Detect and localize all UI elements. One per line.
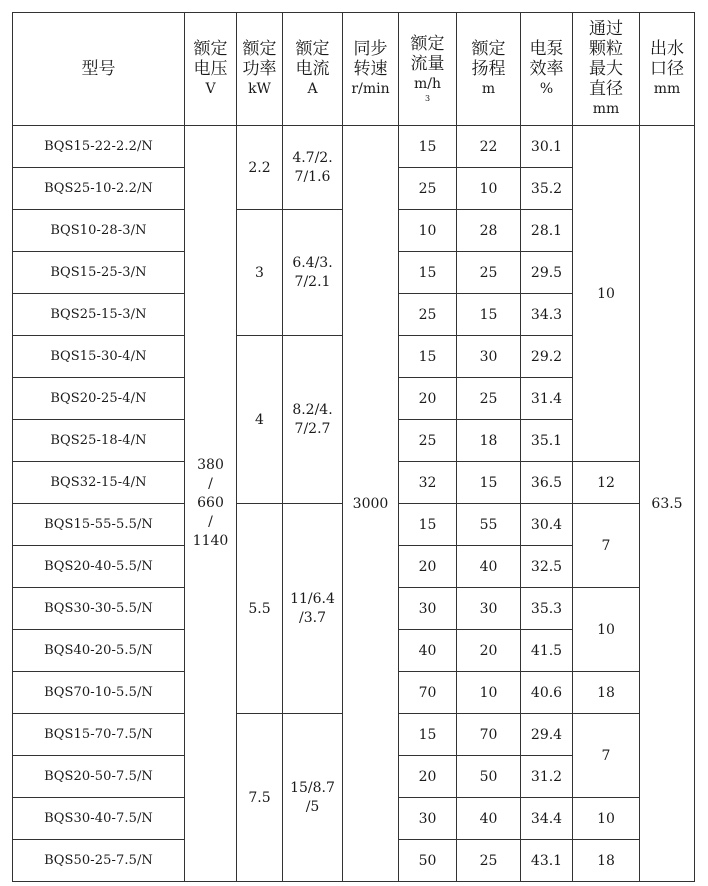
header-voltage: 额定 电压 V <box>185 13 237 126</box>
flow-cell: 20 <box>399 756 457 798</box>
model-cell: BQS70-10-5.5/N <box>13 672 185 714</box>
model-cell: BQS30-40-7.5/N <box>13 798 185 840</box>
efficiency-cell: 30.1 <box>521 126 573 168</box>
particle-cell: 7 <box>573 504 640 588</box>
voltage-cell: 380 / 660 / 1140 <box>185 126 237 882</box>
flow-cell: 20 <box>399 546 457 588</box>
current-cell: 15/8.7 /5 <box>283 714 343 882</box>
model-cell: BQS30-30-5.5/N <box>13 588 185 630</box>
flow-cell: 15 <box>399 252 457 294</box>
flow-cell: 15 <box>399 714 457 756</box>
model-cell: BQS10-28-3/N <box>13 210 185 252</box>
head-cell: 40 <box>457 798 521 840</box>
head-cell: 15 <box>457 462 521 504</box>
head-cell: 55 <box>457 504 521 546</box>
header-outlet: 出水 口径 mm <box>640 13 695 126</box>
header-power: 额定 功率 kW <box>237 13 283 126</box>
flow-cell: 10 <box>399 210 457 252</box>
particle-cell: 10 <box>573 798 640 840</box>
efficiency-cell: 28.1 <box>521 210 573 252</box>
model-cell: BQS20-50-7.5/N <box>13 756 185 798</box>
header-head: 额定 扬程 m <box>457 13 521 126</box>
efficiency-cell: 40.6 <box>521 672 573 714</box>
flow-cell: 40 <box>399 630 457 672</box>
efficiency-cell: 41.5 <box>521 630 573 672</box>
table-row <box>13 126 695 168</box>
model-cell: BQS50-25-7.5/N <box>13 840 185 882</box>
head-cell: 40 <box>457 546 521 588</box>
model-cell: BQS15-30-4/N <box>13 336 185 378</box>
flow-cell: 15 <box>399 336 457 378</box>
particle-cell: 10 <box>573 588 640 672</box>
model-cell: BQS15-25-3/N <box>13 252 185 294</box>
efficiency-cell: 30.4 <box>521 504 573 546</box>
model-cell: BQS32-15-4/N <box>13 462 185 504</box>
current-cell: 4.7/2. 7/1.6 <box>283 126 343 210</box>
efficiency-cell: 34.3 <box>521 294 573 336</box>
efficiency-cell: 31.2 <box>521 756 573 798</box>
model-cell: BQS25-18-4/N <box>13 420 185 462</box>
head-cell: 25 <box>457 840 521 882</box>
head-cell: 15 <box>457 294 521 336</box>
efficiency-cell: 31.4 <box>521 378 573 420</box>
pump-spec-table <box>12 12 695 882</box>
flow-cell: 32 <box>399 462 457 504</box>
head-cell: 10 <box>457 168 521 210</box>
head-cell: 20 <box>457 630 521 672</box>
header-speed: 同步 转速 r/min <box>343 13 399 126</box>
flow-cell: 50 <box>399 840 457 882</box>
flow-cell: 15 <box>399 126 457 168</box>
header-efficiency: 电泵 效率 % <box>521 13 573 126</box>
model-cell: BQS15-22-2.2/N <box>13 126 185 168</box>
power-cell: 4 <box>237 336 283 504</box>
model-cell: BQS25-15-3/N <box>13 294 185 336</box>
power-cell: 3 <box>237 210 283 336</box>
power-cell: 2.2 <box>237 126 283 210</box>
model-cell: BQS25-10-2.2/N <box>13 168 185 210</box>
speed-cell: 3000 <box>343 126 399 882</box>
head-cell: 25 <box>457 252 521 294</box>
model-cell: BQS20-25-4/N <box>13 378 185 420</box>
current-cell: 11/6.4 /3.7 <box>283 504 343 714</box>
header-row <box>13 13 695 126</box>
header-particle: 通过 颗粒 最大 直径 mm <box>573 13 640 126</box>
outlet-cell: 63.5 <box>640 126 695 882</box>
efficiency-cell: 43.1 <box>521 840 573 882</box>
flow-cell: 30 <box>399 588 457 630</box>
efficiency-cell: 29.5 <box>521 252 573 294</box>
header-flow: 额定 流量 m/h 3 <box>399 13 457 126</box>
particle-cell: 18 <box>573 840 640 882</box>
efficiency-cell: 32.5 <box>521 546 573 588</box>
head-cell: 30 <box>457 336 521 378</box>
flow-cell: 30 <box>399 798 457 840</box>
head-cell: 22 <box>457 126 521 168</box>
head-cell: 70 <box>457 714 521 756</box>
head-cell: 30 <box>457 588 521 630</box>
current-cell: 6.4/3. 7/2.1 <box>283 210 343 336</box>
flow-cell: 25 <box>399 420 457 462</box>
efficiency-cell: 35.3 <box>521 588 573 630</box>
flow-cell: 25 <box>399 168 457 210</box>
current-cell: 8.2/4. 7/2.7 <box>283 336 343 504</box>
head-cell: 50 <box>457 756 521 798</box>
head-cell: 10 <box>457 672 521 714</box>
flow-cell: 20 <box>399 378 457 420</box>
efficiency-cell: 36.5 <box>521 462 573 504</box>
header-model: 型号 <box>13 13 185 126</box>
power-cell: 7.5 <box>237 714 283 882</box>
model-cell: BQS15-55-5.5/N <box>13 504 185 546</box>
flow-cell: 70 <box>399 672 457 714</box>
efficiency-cell: 35.2 <box>521 168 573 210</box>
flow-cell: 15 <box>399 504 457 546</box>
model-cell: BQS15-70-7.5/N <box>13 714 185 756</box>
efficiency-cell: 29.4 <box>521 714 573 756</box>
particle-cell: 18 <box>573 672 640 714</box>
efficiency-cell: 34.4 <box>521 798 573 840</box>
efficiency-cell: 29.2 <box>521 336 573 378</box>
flow-cell: 25 <box>399 294 457 336</box>
efficiency-cell: 35.1 <box>521 420 573 462</box>
head-cell: 28 <box>457 210 521 252</box>
particle-cell: 10 <box>573 126 640 462</box>
head-cell: 25 <box>457 378 521 420</box>
particle-cell: 12 <box>573 462 640 504</box>
model-cell: BQS20-40-5.5/N <box>13 546 185 588</box>
header-current: 额定 电流 A <box>283 13 343 126</box>
power-cell: 5.5 <box>237 504 283 714</box>
head-cell: 18 <box>457 420 521 462</box>
particle-cell: 7 <box>573 714 640 798</box>
model-cell: BQS40-20-5.5/N <box>13 630 185 672</box>
